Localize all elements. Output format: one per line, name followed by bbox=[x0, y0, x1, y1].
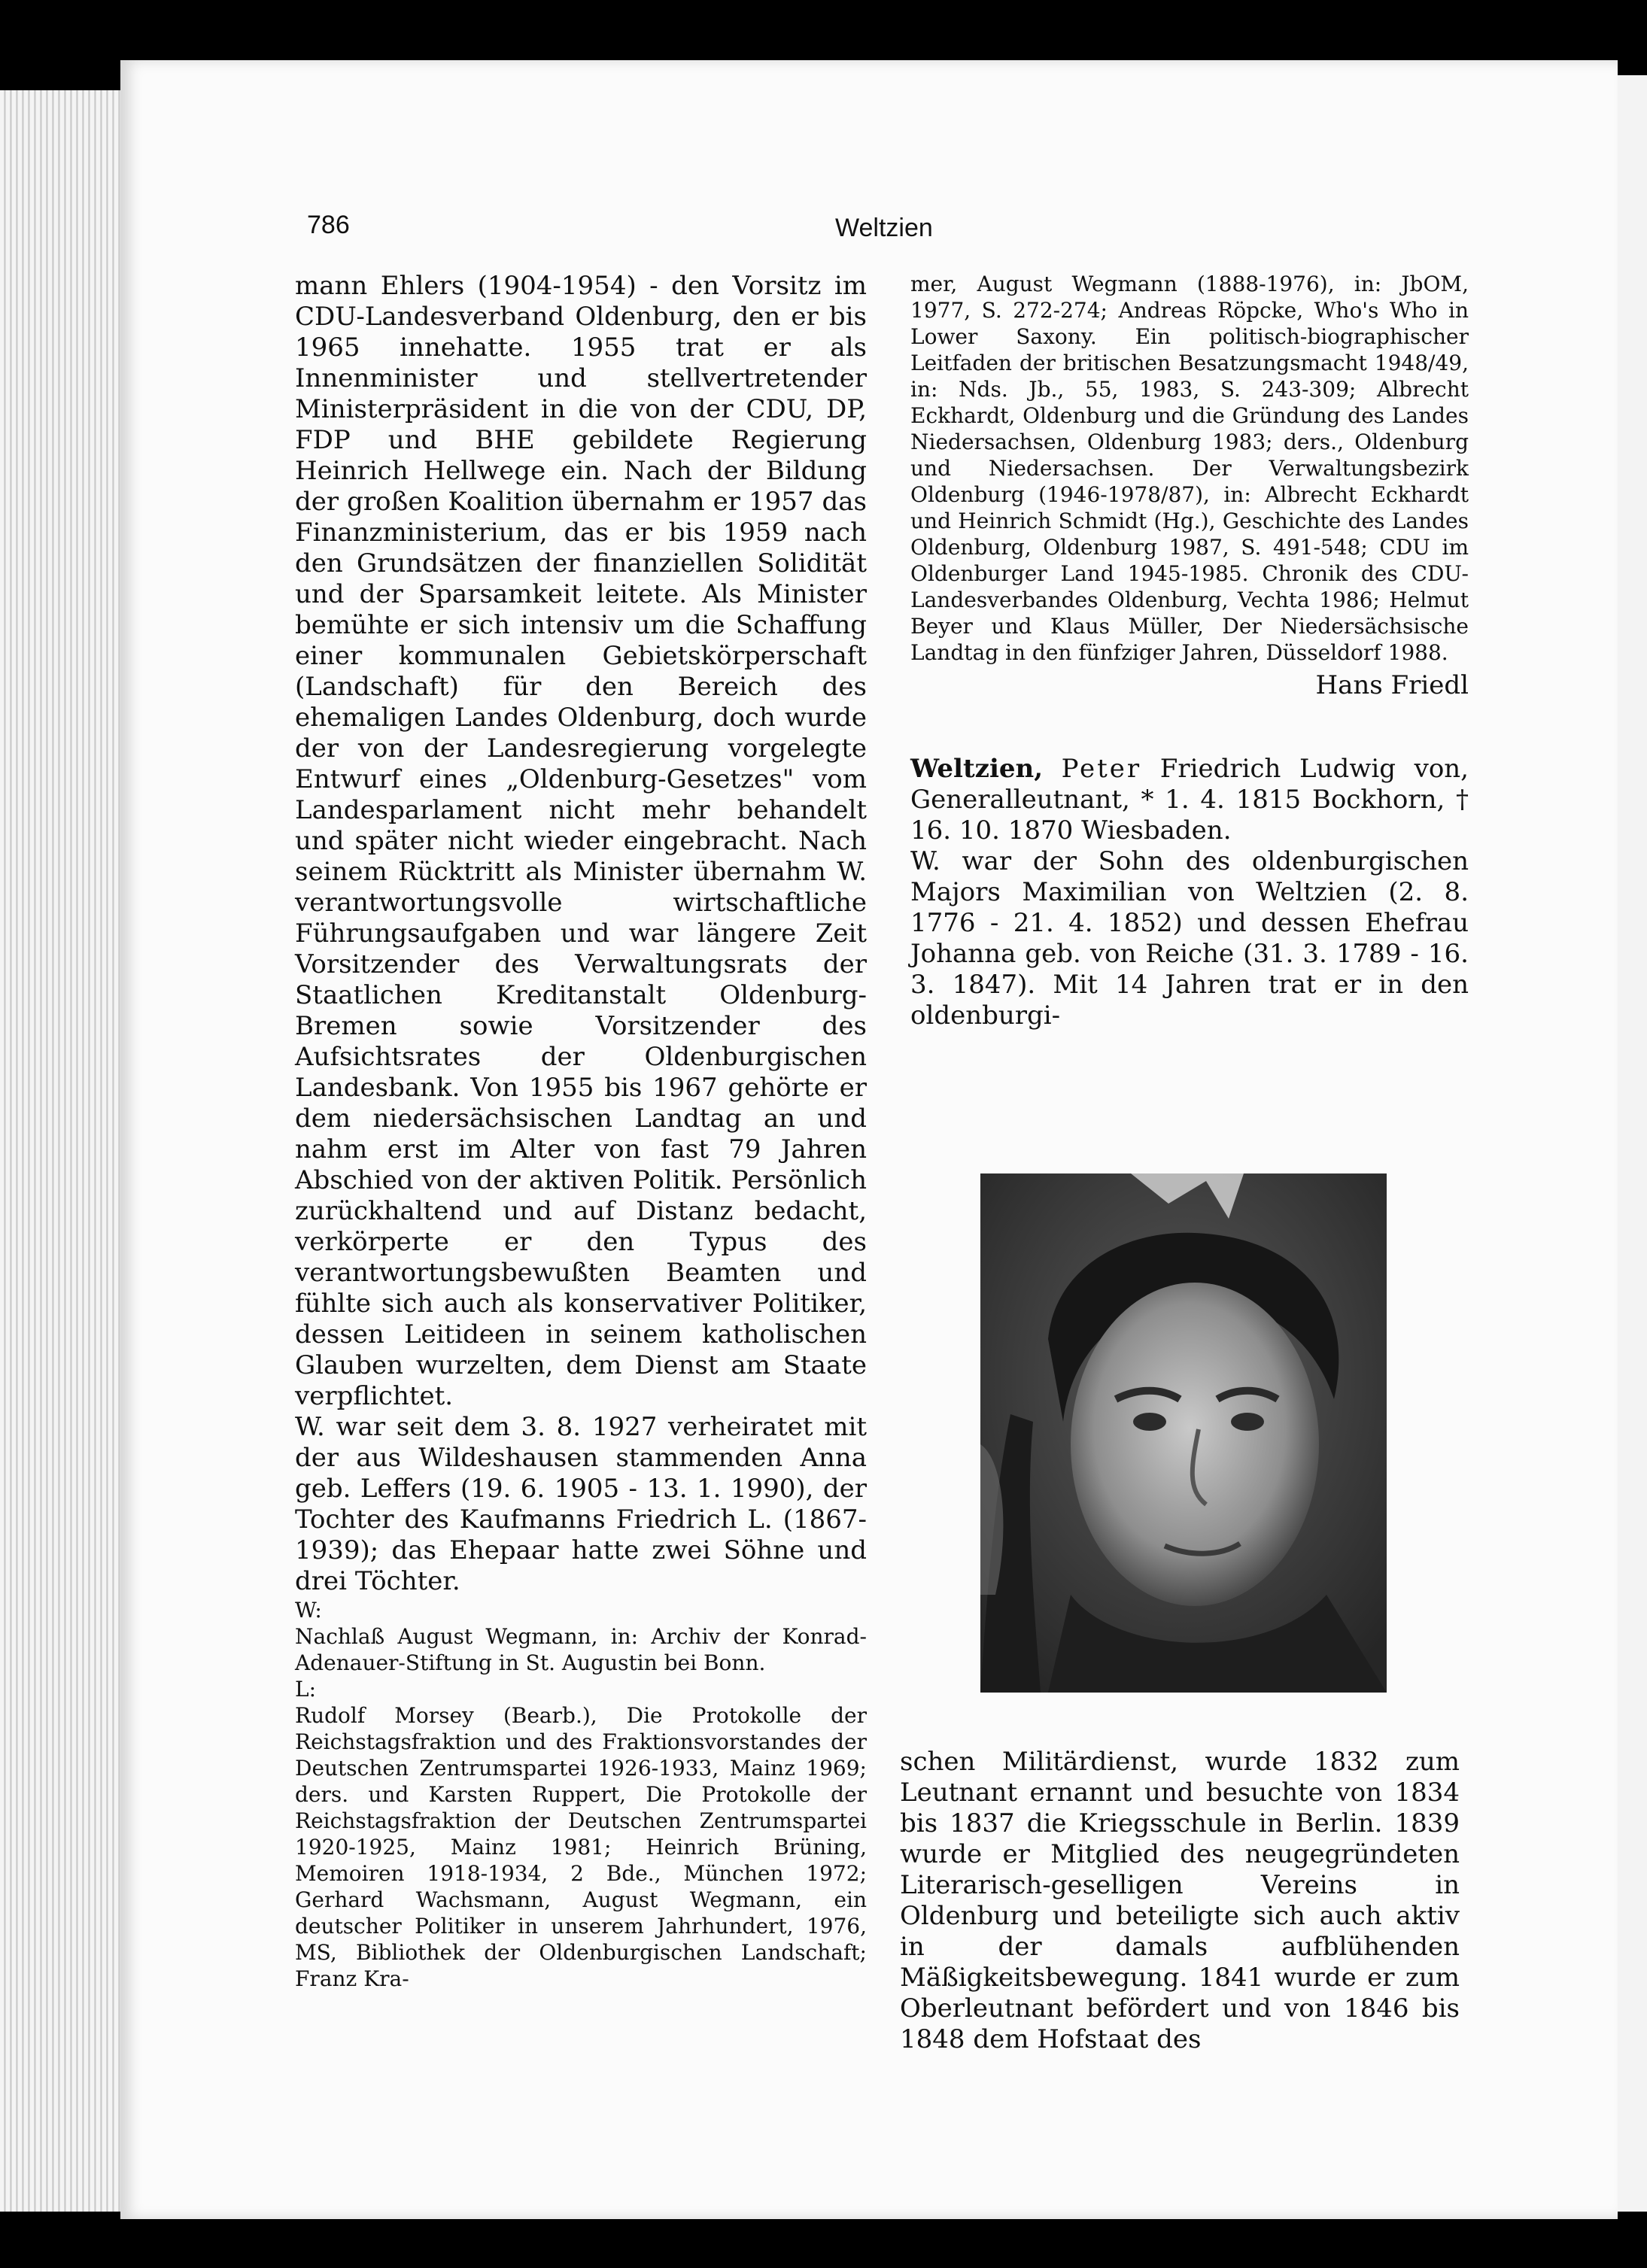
literature-text: Rudolf Morsey (Bearb.), Die Protokolle der Reichstagsfraktion und des Fraktionsvorstandes der Deutschen Zentrumspartei 1926-1933, Mainz 1969; ders. und Karsten Ruppert, Die Protokolle der Reichstagsfraktion der Deutschen Zentrumspartei 1920-1925, Mainz 1981; Heinrich Brüning, Memoiren 1918-1934, 2 Bde., München 1972; Gerhard Wachsmann, August Wegmann, ein deutscher Politiker in unserem Jahrhundert, 1976, MS, Bibliothek der Oldenburgischen Landschaft; Franz Kra- bbox=[295, 1703, 867, 1991]
works-label: W: bbox=[295, 1598, 322, 1623]
works-text: Nachlaß August Wegmann, in: Archiv der Konrad-Adenauer-Stiftung in St. Augustin bei Bonn. bbox=[295, 1624, 867, 1675]
portrait-image bbox=[980, 1173, 1387, 1693]
literature-continued: mer, August Wegmann (1888-1976), in: JbOM, 1977, S. 272-274; Andreas Röpcke, Who's Who in Lower Saxony. Ein politisch-biographischer Leitfaden der britischen Besatzungsmacht 1948/49, in: Nds. Jb., 55, 1983, S. 243-309; Albrecht Eckhardt, Oldenburg und die Gründung des Landes Niedersachsen, Oldenburg 1983; ders., Oldenburg und Niedersachsen. Der Verwaltungsbezirk Oldenburg (1946-1978/87), in: Albrecht Eckhardt und Heinrich Schmidt (Hg.), Geschichte des Landes Oldenburg, Oldenburg 1987, S. 491-548; CDU im Oldenburger Land 1945-1985. Chronik des CDU-Landesverbandes Oldenburg, Vechta 1986; Helmut Beyer und Klaus Müller, Der Niedersächsische Landtag in den fünfziger Jahren, Düsseldorf 1988. bbox=[910, 272, 1469, 665]
literature-label: L: bbox=[295, 1677, 317, 1702]
page-number: 786 bbox=[307, 211, 350, 239]
entry-given-names: Peter bbox=[1061, 754, 1142, 784]
book-page-edges bbox=[0, 90, 135, 2212]
biography-text: mann Ehlers (1904-1954) - den Vorsitz im CDU-Landesverband Oldenburg, den er bis 1965 innehatte. 1955 trat er als Innenminister und stellvertretender Ministerpräsident in die von der CDU, DP, FDP und BHE gebildete Regierung Heinrich Hellwege ein. Nach der Bildung der großen Koalition übernahm er 1957 das Finanzministerium, das er bis 1959 nach den Grundsätzen der finanziellen Solidität und der Sparsamkeit leitete. Als Minister bemühte er sich intensiv um die Schaffung einer kommunalen Gebietskörperschaft (Landschaft) für den Bereich des ehemaligen Landes Oldenburg, doch wurde der von der Landesregierung vorgelegte Entwurf eines „Oldenburg-Gesetzes" vom Landesparlament nicht mehr behandelt und später nicht wieder eingebracht. Nach seinem Rücktritt als Minister übernahm W. verantwortungsvolle wirtschaftliche Führungsaufgaben und war längere Zeit Vorsitzender des Verwaltungsrats der Staatlichen Kreditanstalt Oldenburg-Bremen sowie Vorsitzender des Aufsichtsrates der Oldenburgischen Landesbank. Von 1955 bis 1967 gehörte er dem niedersächsischen Landtag an und nahm erst im Alter von fast 79 Jahren Abschied von der aktiven Politik. Persönlich zurückhaltend und auf Distanz bedacht, verkörperte er den Typus des verantwortungsbewußten Beamten und fühlte sich auch als konservativer Politiker, dessen Leitideen in seinem katholischen Glauben wurzelten, dem Dienst am Staate verpflichtet. bbox=[295, 271, 867, 1411]
right-column-bottom bbox=[900, 1747, 1460, 2055]
right-column-top bbox=[910, 271, 1469, 1031]
family-text: W. war seit dem 3. 8. 1927 verheiratet mit der aus Wildeshausen stammenden Anna geb. Leffers (19. 6. 1905 - 13. 1. 1990), der Tochter des Kaufmanns Friedrich L. (1867-1939); das Ehepaar hatte zwei Söhne und drei Töchter. bbox=[295, 1412, 867, 1596]
entry-text-1: W. war der Sohn des oldenburgischen Majors Maximilian von Weltzien (2. 8. 1776 - 21. 4. 1852) und dessen Ehefrau Johanna geb. von Reiche (31. 3. 1789 - 16. 3. 1847). Mit 14 Jahren trat er in den oldenburgi- bbox=[910, 846, 1469, 1031]
entry-details: Friedrich Ludwig von, Generalleutnant, * 1. 4. 1815 Bockhorn, † 16. 10. 1870 Wiesbaden. bbox=[910, 754, 1469, 846]
entry-heading bbox=[910, 754, 1469, 846]
entry-text-2: schen Militärdienst, wurde 1832 zum Leutnant ernannt und besuchte von 1834 bis 1837 die Kriegsschule in Berlin. 1839 wurde er Mitglied des neugegründeten Literarisch-geselligen Vereins in Oldenburg und beteiligte sich auch aktiv in der damals aufblühenden Mäßigkeitsbewegung. 1841 wurde er zum Oberleutnant befördert und von 1846 bis 1848 dem Hofstaat des bbox=[900, 1747, 1460, 2054]
left-column bbox=[295, 271, 867, 1992]
author-signature: Hans Friedl bbox=[1315, 670, 1469, 700]
entry-name: Weltzien, bbox=[910, 754, 1044, 784]
facing-page-edge bbox=[1618, 75, 1647, 2212]
running-title: Weltzien bbox=[835, 214, 933, 242]
portrait-drawing bbox=[980, 1173, 1387, 1693]
